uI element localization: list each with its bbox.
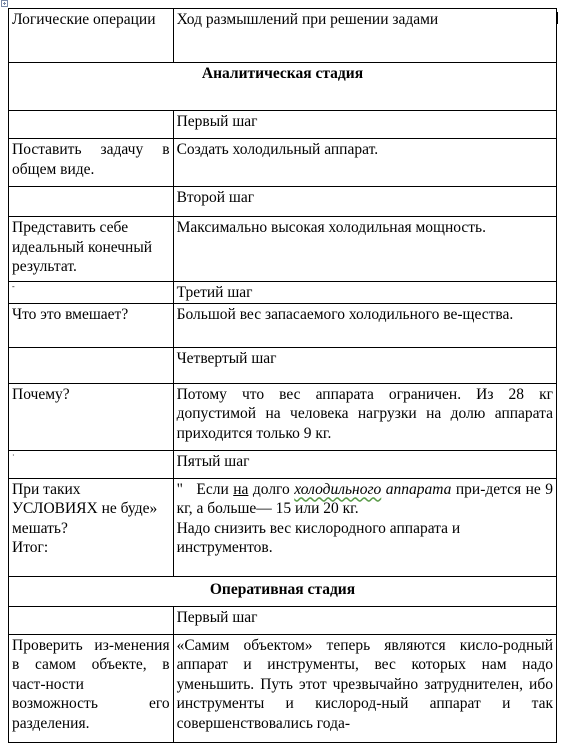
operation-cell: Поставить задачу в общем виде. (9, 139, 174, 187)
section-row-operative (9, 576, 557, 606)
step-empty-cell (9, 450, 174, 478)
reasoning-paragraph: Надо снизить вес кислородного аппарата и инструментов. (176, 519, 461, 556)
stray-mark: · (12, 450, 15, 460)
section-title-analytic: Аналитическая стадия (9, 63, 557, 111)
step-empty-cell (9, 111, 174, 139)
thinking-process-table (8, 8, 557, 743)
step-empty-cell (9, 347, 174, 383)
step-label: Пятый шаг (173, 450, 556, 478)
step-row-1 (9, 111, 557, 139)
text-fragment: долго (248, 480, 295, 498)
step-empty-cell (9, 187, 174, 217)
spellcheck-word: холодильного (294, 480, 382, 498)
section-title-operative: Оперативная стадия (9, 576, 557, 606)
operation-cell: Представить себе идеальный конечный результат. (9, 217, 174, 282)
operation-line: При таких (12, 480, 81, 498)
table-row (9, 634, 557, 742)
text-fragment: " Если (176, 480, 234, 498)
operation-cell: Проверить из-менения в самом объекте, в част-ности возможность его разделения. (9, 634, 174, 742)
reasoning-cell: Большой вес запасаемого холодильного ве-щества. (173, 303, 556, 347)
table-row (9, 139, 557, 187)
underlined-word: на (233, 480, 249, 498)
step-empty-cell (9, 282, 174, 304)
step-row-5 (9, 450, 557, 478)
reasoning-cell: Максимально высокая холодильная мощность. (173, 217, 556, 282)
table-row (9, 217, 557, 282)
step-label: Второй шаг (173, 187, 556, 217)
text-fragment: при-дется не 9 кг, а больше— 15 или 20 кг. (176, 480, 553, 517)
operation-cell: Что это вмешает? (9, 303, 174, 347)
operation-cell: Почему? (9, 383, 174, 450)
anchor-icon (1, 0, 8, 7)
reasoning-cell: Потому что вес аппарата ограничен. Из 28 кг допустимой на человека нагрузки на долю аппарата приходится только 9 кг. (173, 383, 556, 450)
operation-cell (9, 478, 174, 576)
section-row-analytic (9, 63, 557, 111)
header-col-reasoning: Ход размышлений при решении задами (173, 9, 556, 63)
step-label: Третий шаг (173, 282, 556, 304)
step-row-3 (9, 282, 557, 304)
step-label: Четвертый шаг (173, 347, 556, 383)
step-empty-cell (9, 606, 174, 634)
step-row-4 (9, 347, 557, 383)
text-fragment: аппарата (381, 480, 452, 498)
step-row-2 (9, 187, 557, 217)
reasoning-cell: Создать холодильный аппарат. (173, 139, 556, 187)
table-row (9, 303, 557, 347)
operation-line: УСЛОВИЯХ не буде» (12, 500, 158, 517)
table-row (9, 383, 557, 450)
step-label: Первый шаг (173, 606, 556, 634)
reasoning-cell (173, 478, 556, 576)
step-label: Первый шаг (173, 111, 556, 139)
table-row (9, 478, 557, 576)
step-row-6 (9, 606, 557, 634)
operation-line: Итог: (12, 539, 49, 556)
operation-line: мешать? (12, 519, 68, 537)
header-col-operations: Логические операции (9, 9, 174, 63)
header-row (9, 9, 557, 63)
reasoning-cell: «Самим объектом» теперь являются кисло-родный аппарат и инструменты, вес которых нам надо уменьшить. Путь этот чрезвычайно затруднителен, ибо инструменты и кислород-ный аппарат и так совершенствовались года- (173, 634, 556, 742)
stray-mark: - (12, 282, 15, 291)
reasoning-paragraph (177, 480, 553, 519)
